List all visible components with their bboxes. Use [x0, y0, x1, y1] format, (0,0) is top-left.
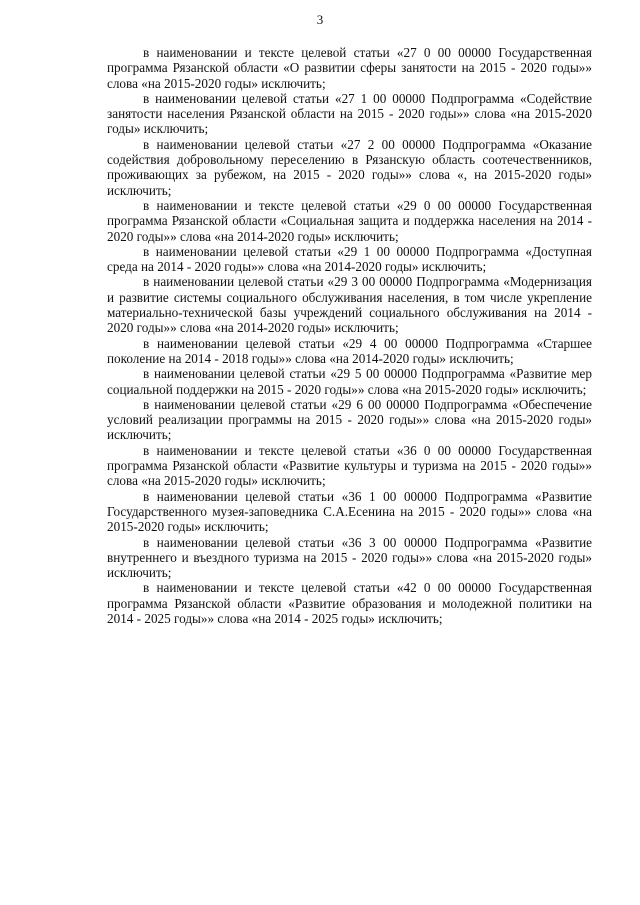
paragraph: в наименовании целевой статьи «27 1 00 00000 Подпрограмма «Содействие занятости населения Рязанской области на 2015 - 2020 годы»» слова «на 2015-2020 годы» исключить;	[107, 90, 592, 137]
paragraph: в наименовании и тексте целевой статьи «27 0 00 00000 Государственная программа Рязанской области «О развитии сферы занятости на 2015 - 2020 годы»» слова «на 2015-2020 годы» исключить;	[107, 45, 592, 91]
paragraph: в наименовании и тексте целевой статьи «42 0 00 00000 Государственная программа Рязанской области «Развитие образования и молодежной политики на 2014 - 2025 годы»» слова «на 2014 - 2025 годы» исключить;	[107, 580, 592, 626]
paragraph: в наименовании целевой статьи «29 6 00 00000 Подпрограмма «Обеспечение условий реализации программы на 2015 - 2020 годы»» слова «на 2015-2020 годы» исключить;	[107, 396, 592, 443]
paragraph: в наименовании целевой статьи «36 1 00 00000 Подпрограмма «Развитие Государственного музея-заповедника С.А.Есенина на 2015 - 2020 годы»» слова «на 2015-2020 годы» исключить;	[107, 488, 592, 535]
document-body	[107, 45, 592, 626]
paragraph: в наименовании целевой статьи «29 3 00 00000 Подпрограмма «Модернизация и развитие системы социального обслуживания населения, в том числе укрепление материально-технической базы учреждений социального обслуживания на 2014 - 2020 годы»» слова «на 2014-2020 годы» исключить;	[107, 274, 592, 336]
paragraph: в наименовании целевой статьи «27 2 00 00000 Подпрограмма «Оказание содействия добровольному переселению в Рязанскую область соотечественников, проживающих за рубежом, на 2015 - 2020 годы»» слова «, на 2015-2020 годы» исключить;	[107, 136, 592, 198]
paragraph: в наименовании целевой статьи «29 5 00 00000 Подпрограмма «Развитие мер социальной поддержки на 2015 - 2020 годы»» слова «на 2015-2020 годы» исключить;	[107, 366, 592, 397]
paragraph: в наименовании и тексте целевой статьи «29 0 00 00000 Государственная программа Рязанской области «Социальная защита и поддержка населения на 2014 - 2020 годы»» слова «на 2014-2020 годы» исключить;	[107, 197, 592, 244]
paragraph: в наименовании целевой статьи «29 1 00 00000 Подпрограмма «Доступная среда на 2014 - 2020 годы»» слова «на 2014-2020 годы» исключить;	[107, 243, 592, 275]
paragraph: в наименовании и тексте целевой статьи «36 0 00 00000 Государственная программа Рязанской области «Развитие культуры и туризма на 2015 - 2020 годы»» слова «на 2015-2020 годы» исключить;	[107, 442, 592, 489]
paragraph: в наименовании целевой статьи «36 3 00 00000 Подпрограмма «Развитие внутреннего и въездного туризма на 2015 - 2020 годы»» слова «на 2015-2020 годы» исключить;	[107, 534, 592, 581]
page-number: 3	[316, 12, 324, 27]
paragraph: в наименовании целевой статьи «29 4 00 00000 Подпрограмма «Старшее поколение на 2014 - 2018 годы»» слова «на 2014-2020 годы» исключить;	[107, 335, 592, 366]
